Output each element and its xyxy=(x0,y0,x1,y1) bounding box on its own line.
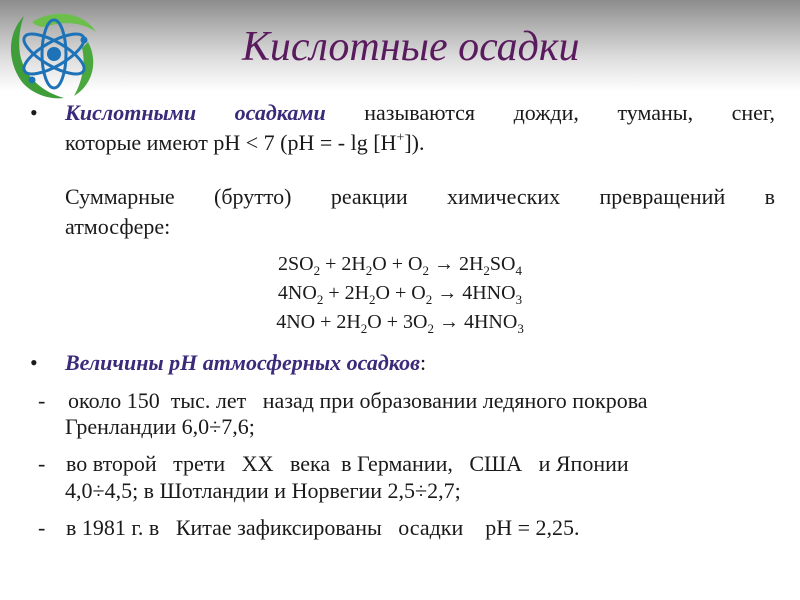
bullet-marker: • xyxy=(30,350,38,375)
equation-2: $4NO_2 + 2H_2O + O_2 \to 4HNO_3$ xyxy=(277,282,523,307)
ph-formula-sup: + xyxy=(396,130,405,146)
summary-line2: атмосфере: xyxy=(65,214,171,239)
list-item-3-line1: в 1981 г. в Китае зафиксированы осадки рН = 2,25. xyxy=(66,515,580,540)
list-dash: - xyxy=(38,388,46,413)
equation-1: $2SO_2 + 2H_2O + O_2 \to 2H_2SO_4$ xyxy=(277,253,522,278)
ph-values-term: Величины рН атмосферных осадков xyxy=(65,350,420,375)
slide-title: Кислотные осадки xyxy=(242,24,580,70)
ph-formula-start: которые имеют рН < 7 (рН = - lg [H xyxy=(65,130,397,155)
list-item-2-line1: во второй трети XX века в Германии, США и Японии xyxy=(66,451,629,476)
equation-3: $4NO + 2H_2O + 3O_2 \to 4HNO_3$ xyxy=(276,311,524,336)
bullet-marker: • xyxy=(30,100,38,125)
list-item-2-line2: 4,0÷4,5; в Шотландии и Норвегии 2,5÷2,7; xyxy=(65,478,461,503)
list-item-1-line2: Гренландии 6,0÷7,6; xyxy=(65,414,255,439)
list-item-1-line1: около 150 тыс. лет назад при образовании ледяного покрова xyxy=(68,388,648,413)
definition-rest: называются дожди, туманы, снег, xyxy=(325,100,775,125)
list-dash: - xyxy=(38,515,46,540)
definition-line1 xyxy=(65,98,775,128)
ph-formula-end: ]). xyxy=(404,130,425,155)
list-dash: - xyxy=(38,451,46,476)
summary-line1: Суммарные (брутто) реакции химических превращений в xyxy=(65,184,775,209)
ph-values-colon: : xyxy=(419,350,427,375)
acid-rain-term: Кислотными осадками xyxy=(65,100,326,125)
ph-values-heading xyxy=(65,348,775,378)
definition-line2 xyxy=(65,128,775,158)
